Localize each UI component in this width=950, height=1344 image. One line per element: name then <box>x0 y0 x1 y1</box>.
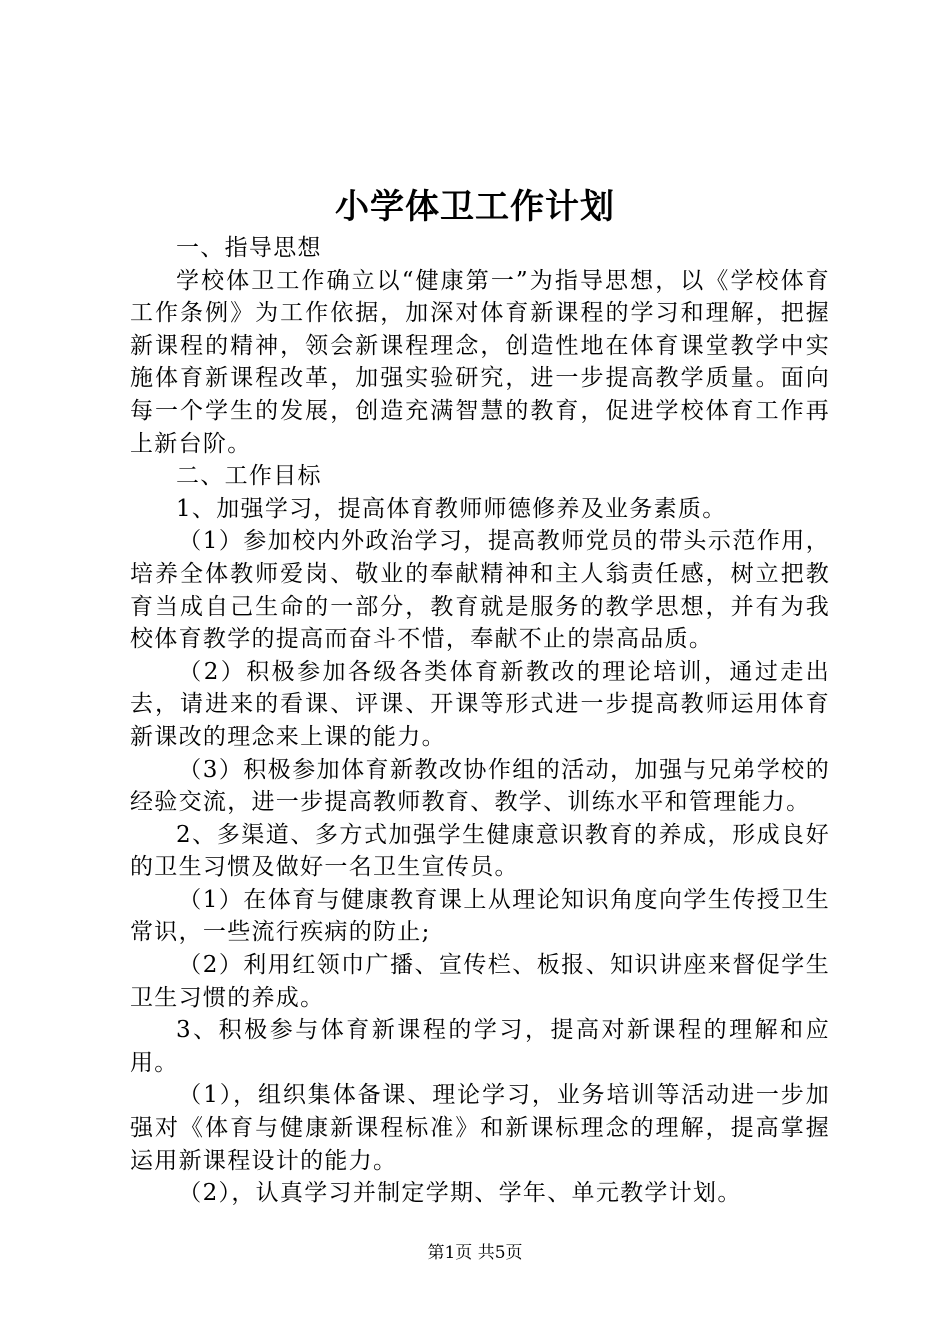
goal-1-item-2: （2）积极参加各级各类体育新教改的理论培训，通过走出去，请进来的看课、评课、开课等形式进一步提高教师运用体育新课改的理念来上课的能力。 <box>130 658 830 750</box>
document-body <box>130 232 830 1210</box>
goal-2-item-2: （2）利用红领巾广播、宣传栏、板报、知识讲座来督促学生卫生习惯的养成。 <box>130 952 830 1011</box>
paragraph-guiding-ideology: 学校体卫工作确立以“健康第一”为指导思想，以《学校体育工作条例》为工作依据，加深对体育新课程的学习和理解，把握新课程的精神，领会新课程理念，创造性地在体育课堂教学中实施体育新课程改革，加强实验研究，进一步提高教学质量。面向每一个学生的发展，创造充满智慧的教育，促进学校体育工作再上新台阶。 <box>130 267 830 457</box>
section-heading-work-goals: 二、工作目标 <box>176 463 322 490</box>
page-footer: 第1页 共5页 <box>427 1243 523 1263</box>
goal-3-item-1: （1），组织集体备课、理论学习，业务培训等活动进一步加强对《体育与健康新课程标准》和新课标理念的理解，提高掌握运用新课程设计的能力。 <box>130 1082 830 1174</box>
goal-1-item-3: （3）积极参加体育新教改协作组的活动，加强与兄弟学校的经验交流，进一步提高教师教育、教学、训练水平和管理能力。 <box>130 756 830 816</box>
goal-1-heading: 1、加强学习，提高体育教师师德修养及业务素质。 <box>176 495 727 522</box>
goal-3-heading: 3、积极参与体育新课程的学习，提高对新课程的理解和应用。 <box>130 1017 830 1076</box>
document-title: 小学体卫工作计划 <box>335 187 615 227</box>
goal-2-item-1: （1）在体育与健康教育课上从理论知识角度向学生传授卫生常识，一些流行疾病的防止; <box>130 886 830 946</box>
goal-2-heading: 2、多渠道、多方式加强学生健康意识教育的养成，形成良好的卫生习惯及做好一名卫生宣传员。 <box>130 821 830 881</box>
goal-1-item-1: （1）参加校内外政治学习，提高教师党员的带头示范作用，培养全体教师爱岗、敬业的奉献精神和主人翁责任感，树立把教育当成自己生命的一部分，教育就是服务的教学思想，并有为我校体育教学的提高而奋斗不惜，奉献不止的崇高品质。 <box>130 528 830 653</box>
section-heading-guiding-ideology: 一、指导思想 <box>176 235 322 261</box>
goal-3-item-2: （2），认真学习并制定学期、学年、单元教学计划。 <box>178 1180 742 1207</box>
